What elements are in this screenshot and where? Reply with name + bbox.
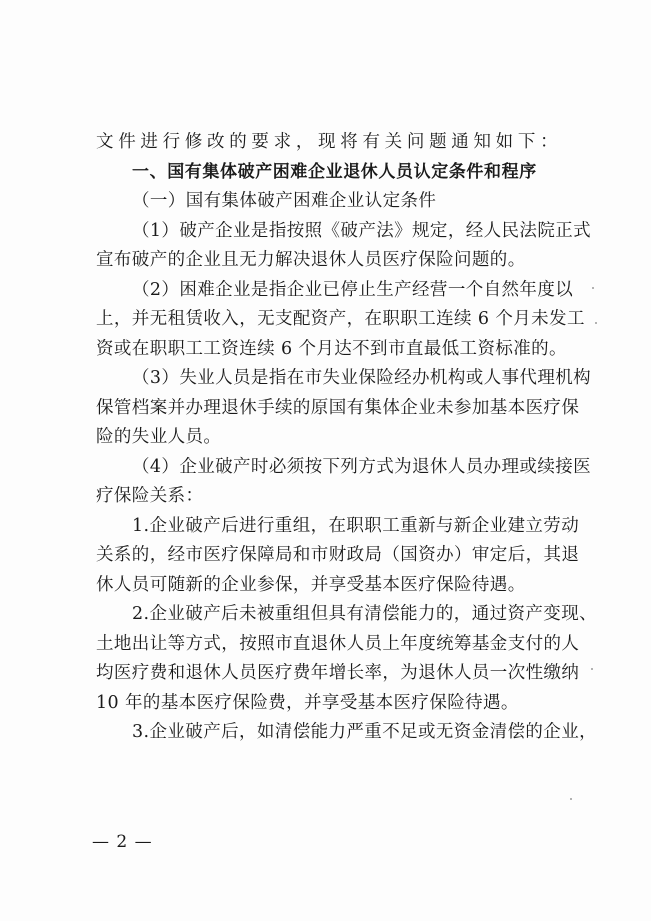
text-line: （2）困难企业是指企业已停止生产经营一个自然年度以: [132, 279, 574, 300]
text-line: 1.企业破产后进行重组，在职职工重新与新企业建立劳动: [132, 515, 580, 536]
text-line: 一、国有集体破产困难企业退休人员认定条件和程序: [132, 161, 537, 182]
text-line: 3.企业破产后，如清偿能力严重不足或无资金清偿的企业，: [132, 722, 597, 742]
text-line: 土地出让等方式，按照市直退休人员上年度统筹基金支付的人: [96, 633, 580, 654]
scan-speck: [591, 668, 593, 670]
text-line: （1）破产企业是指按照《破产法》规定，经人民法院正式: [132, 220, 592, 241]
paragraph: [96, 718, 597, 748]
text-line: （3）失业人员是指在市失业保险经办机构或人事代理机构: [132, 368, 592, 388]
paragraph: [96, 512, 580, 601]
paragraph: [96, 276, 585, 365]
paragraph: [96, 364, 592, 453]
text-line: 10 年的基本医疗保险费，并享受基本医疗保险待遇。: [96, 692, 519, 713]
text-line: （4）企业破产时必须按下列方式为退休人员办理或续接医: [132, 456, 592, 477]
text-line: 2.企业破产后未被重组但具有清偿能力的，通过资产变现、: [132, 604, 597, 624]
text-line: 宣布破产的企业且无力解决退休人员医疗保险问题的。: [96, 250, 526, 270]
text-line: 均医疗费和退休人员医疗费年增长率，为退休人员一次性缴纳: [96, 663, 580, 683]
text-line: 文件进行修改的要求，现将有关问题通知如下：: [96, 132, 558, 152]
text-line: 疗保险关系：: [96, 486, 204, 506]
paragraph: [96, 453, 592, 512]
text-line: 关系的，经市医疗保障局和市财政局（国资办）审定后，其退: [96, 545, 580, 565]
scan-speck: [570, 798, 572, 800]
section-heading: [96, 158, 558, 188]
text-line: 上，并无租赁收入，无支配资产，在职职工连续 6 个月未发工: [96, 309, 585, 329]
scan-speck: [595, 322, 597, 324]
text-line: 保管档案并办理退休手续的原国有集体企业未参加基本医疗保: [96, 397, 580, 418]
text-line: 资或在职职工工资连续 6 个月达不到市直最低工资标准的。: [96, 338, 567, 359]
subsection-heading: [96, 187, 558, 217]
paragraph: [96, 600, 597, 718]
page-number: — 2 —: [92, 832, 153, 852]
scan-speck: [592, 287, 594, 289]
paragraph: [96, 128, 558, 158]
document-body: [96, 128, 597, 748]
text-line: （一）国有集体破产困难企业认定条件: [132, 191, 437, 211]
paragraph: [96, 217, 592, 276]
text-line: 休人员可随新的企业参保，并享受基本医疗保险待遇。: [96, 574, 526, 595]
text-line: 险的失业人员。: [96, 427, 222, 447]
